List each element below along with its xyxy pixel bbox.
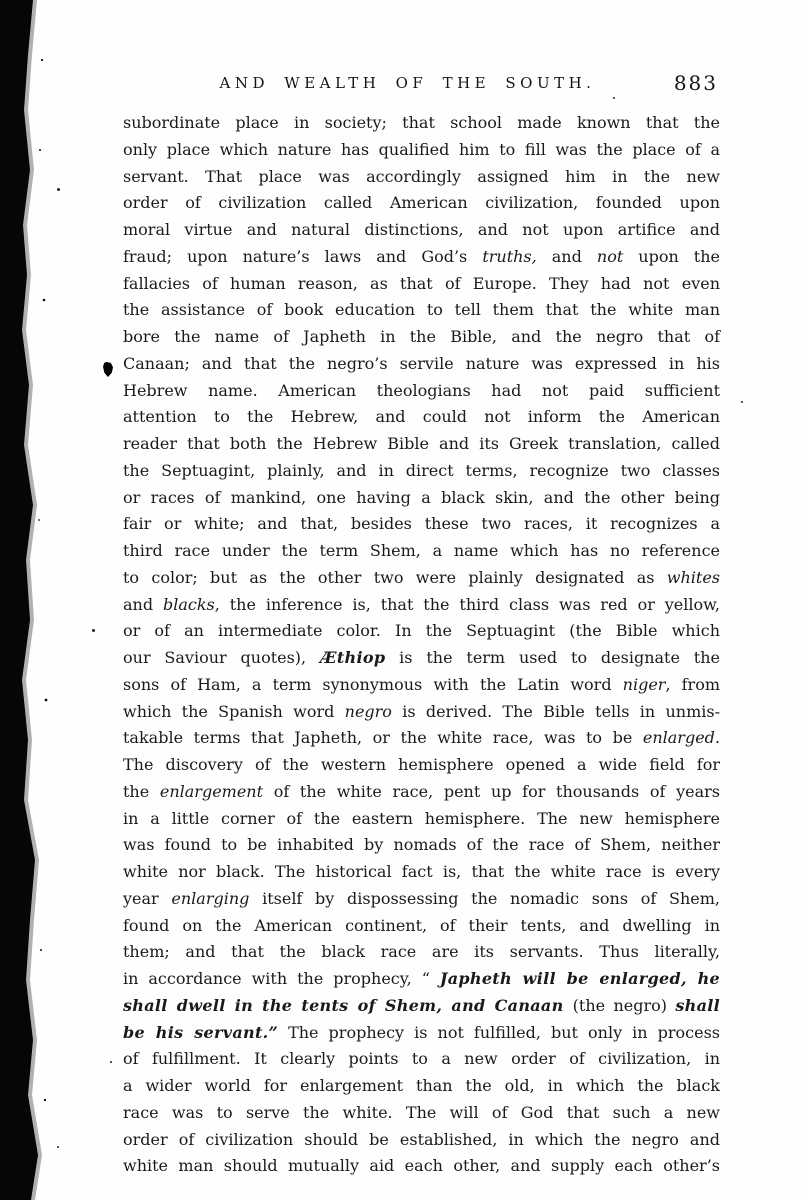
text-segment: truths, [482,246,537,266]
page-number: 883 [673,71,718,95]
text-line [123,378,720,405]
text-segment: enlarged. [642,728,720,748]
text-segment: and [536,246,597,266]
text-line [123,164,720,191]
text-segment: Canaan; and that the negro’s servile nature was expressed in his [123,353,720,373]
text-segment: was found to be inhabited by nomads of the race of Shem, neither [123,835,720,855]
text-segment: white man should mutually aid each other, and supply each other’s [123,1156,720,1176]
text-segment: The discovery of the western hemisphere opened a wide field for [123,755,720,774]
text-segment: our Saviour quotes), [123,648,320,667]
text-segment: (the negro) [572,995,676,1015]
text-line [123,645,720,672]
text-line [123,859,720,886]
text-line [123,431,720,458]
text-line [123,913,720,940]
text-line [123,137,720,164]
text-segment: whites [666,567,720,587]
text-line [123,458,720,485]
text-line [123,244,720,271]
text-segment: moral virtue and natural distinctions, and not upon artifice and [123,220,720,239]
text-line [123,324,720,351]
text-line [123,806,720,833]
text-line [123,511,720,538]
text-segment: the Septuagint, plainly, and in direct terms, recognize two classes [123,460,720,480]
text-segment: , from [665,674,721,694]
text-segment: to color; but as the other two were plainly designated as [123,567,667,587]
text-segment: not [596,246,624,266]
text-segment: Hebrew name. American theologians had not paid sufficient [123,380,720,400]
text-segment: or of an intermediate color. In the Septuagint (the Bible which [123,621,720,641]
page-header [123,71,720,100]
text-line [123,297,720,324]
text-segment: the assistance of book education to tell them that the white man [123,300,720,320]
text-segment: and [123,594,163,614]
page-text [123,110,720,1180]
text-segment: or races of mankind, one having a black skin, and the other being [123,487,720,507]
text-line [123,1100,720,1127]
text-segment: blacks [162,594,215,614]
text-segment: of the white race, pent up for thousands of years [263,781,720,801]
text-segment: a wider world for enlargement than the old, in which the black [123,1076,720,1095]
text-line [123,752,720,779]
text-segment: is the term used to designate the [385,648,721,667]
scan-speckle [741,401,743,403]
text-line [123,1020,720,1047]
text-segment: takable terms that Japheth, or the white race, was to be [123,728,643,748]
text-line [123,110,720,137]
text-segment: white nor black. The historical fact is, that the white race is every [123,862,720,881]
text-segment: bore the name of Japheth in the Bible, and the negro that of [123,327,720,346]
text-segment: niger [622,674,666,694]
text-line [123,485,720,512]
text-segment: year [123,888,172,908]
text-segment: reader that both the Hebrew Bible and its Greek translation, called [123,434,720,453]
text-line [123,966,720,993]
scan-speckle [613,97,615,99]
text-segment: Japheth will be enlarged, he [439,969,720,988]
text-segment: shall [675,995,721,1015]
text-segment: third race under the term Shem, a name which has no reference [123,541,720,560]
text-segment: servant. That place was accordingly assigned him in the new [123,166,720,186]
scan-speckle [92,629,95,632]
text-segment: upon the [623,246,721,266]
text-line [123,1153,720,1180]
text-segment: only place which nature has qualified him to fill was the place of a [123,139,720,159]
text-segment: fair or white; and that, besides these two races, it recognizes a [123,514,720,534]
scan-speckle [110,1061,112,1063]
text-line [123,993,720,1020]
text-line [123,886,720,913]
text-segment: negro [344,701,392,721]
text-segment: them; and that the black race are its servants. Thus literally, [123,942,720,962]
text-segment: enlarging [171,888,250,908]
text-line [123,699,720,726]
text-line [123,618,720,645]
text-segment: The prophecy is not fulfilled, but only in process [278,1022,721,1042]
binding-edge [0,0,64,1200]
text-line [123,725,720,752]
text-segment: shall dwell in the tents of Shem, and Canaan [123,995,573,1015]
text-segment: Æthiop [320,648,386,667]
text-line [123,1046,720,1073]
text-segment: attention to the Hebrew, and could not inform the American [123,407,720,427]
text-line [123,351,720,378]
text-line [123,779,720,806]
text-segment: which the Spanish word [123,701,345,721]
ink-blot-icon [103,362,113,377]
text-line [123,271,720,298]
text-line [123,404,720,431]
text-line [123,190,720,217]
text-line [123,832,720,859]
text-line [123,1073,720,1100]
text-line [123,538,720,565]
text-line [123,1127,720,1154]
text-segment: subordinate place in society; that school made known that the [123,113,720,132]
scan-speckle [57,188,60,191]
text-segment: fraud; upon nature’s laws and God’s [123,246,483,266]
text-segment: fallacies of human reason, as that of Europe. They had not even [123,273,720,293]
running-title: AND WEALTH OF THE SOUTH. [219,74,596,92]
text-segment: the [123,781,160,801]
text-line [123,939,720,966]
text-segment: in accordance with the prophecy, “ [123,969,440,988]
scan-speckle [57,1146,59,1148]
text-segment: enlargement [159,781,264,801]
text-segment: sons of Ham, a term synonymous with the Latin word [123,674,623,694]
text-segment: be his servant.” [123,1022,279,1042]
text-segment: , the inference is, that the third class was red or yellow, [214,594,721,614]
text-segment: order of civilization should be established, in which the negro and [123,1129,720,1149]
text-segment: itself by dispossessing the nomadic sons of Shem, [249,888,721,908]
text-line [123,672,720,699]
text-segment: in a little corner of the eastern hemisphere. The new hemisphere [123,808,720,828]
text-line [123,217,720,244]
text-segment: found on the American continent, of their tents, and dwelling in [123,915,720,935]
text-segment: race was to serve the white. The will of God that such a new [123,1102,720,1122]
text-line [123,592,720,619]
text-segment: is derived. The Bible tells in unmis- [391,701,721,721]
text-segment: order of civilization called American civilization, founded upon [123,193,720,213]
text-line [123,565,720,592]
text-segment: of fulfillment. It clearly points to a new order of civilization, in [123,1049,720,1069]
